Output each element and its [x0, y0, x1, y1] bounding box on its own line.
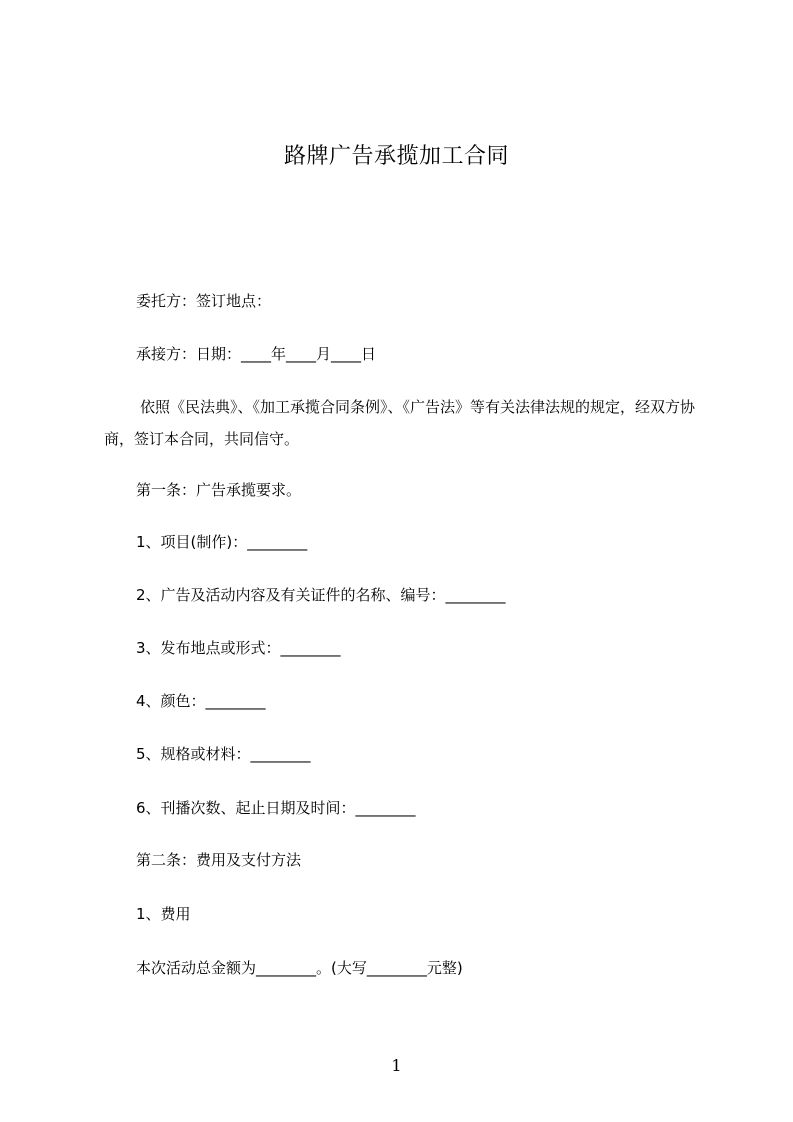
contractor-line: 承接方：日期：____年____月____日 [136, 345, 377, 363]
article1-item-3: 3、发布地点或形式：________ [136, 639, 341, 657]
client-line: 委托方：签订地点： [136, 292, 272, 310]
intro-paragraph: 依照《民法典》、《加工承揽合同条例》、《广告法》等有关法律法规的规定，经双方协商，签订本合同，共同信守。 [104, 398, 696, 448]
article2-sub1: 1、费用 [136, 905, 191, 923]
article1-item-5: 5、规格或材料：________ [136, 745, 311, 763]
article1-heading: 第一条：广告承揽要求。 [136, 481, 302, 499]
article1-item-1: 1、项目(制作)：________ [136, 533, 308, 551]
article1-item-2: 2、广告及活动内容及有关证件的名称、编号：________ [136, 586, 506, 604]
page-number: 1 [391, 1056, 402, 1075]
total-amount-line: 本次活动总金额为________。(大写________元整) [136, 959, 463, 977]
article1-item-6: 6、刊播次数、起止日期及时间：________ [136, 799, 416, 817]
article1-item-4: 4、颜色：________ [136, 692, 266, 710]
article2-heading: 第二条：费用及支付方法 [136, 851, 302, 869]
document-title: 路牌广告承揽加工合同 [283, 144, 509, 169]
